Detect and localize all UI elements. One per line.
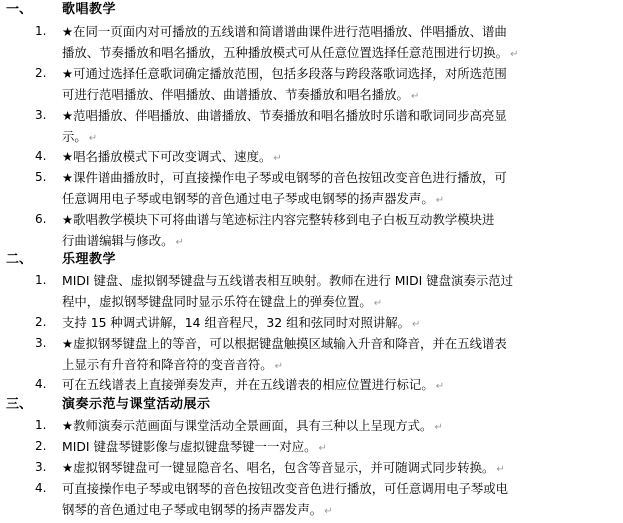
item-line bbox=[62, 291, 572, 312]
item-line bbox=[62, 312, 572, 333]
section-number: 一、 bbox=[6, 2, 33, 17]
item-number: 2. bbox=[35, 66, 47, 80]
item-text bbox=[62, 415, 572, 436]
item-number: 3. bbox=[35, 460, 47, 474]
paragraph-return-mark: ↵ bbox=[434, 422, 443, 433]
item-line bbox=[62, 126, 572, 147]
item-line bbox=[62, 354, 572, 375]
item-line-text: 行曲谱编辑与修改。 bbox=[62, 233, 174, 248]
section-number: 二、 bbox=[6, 252, 33, 267]
item-text bbox=[62, 63, 572, 105]
section-title: 乐理教学 bbox=[62, 252, 117, 267]
item-line: 可直接操作电子琴或电钢琴的音色按钮改变音色进行播放，可任意调用电子琴或电 bbox=[62, 481, 509, 496]
section-heading-performance bbox=[0, 395, 623, 414]
item-line-text: ★唱名播放模式下可改变调式、速度。 bbox=[62, 149, 272, 164]
paragraph-return-mark: ↵ bbox=[435, 195, 445, 206]
paragraph-return-mark: ↵ bbox=[324, 506, 333, 517]
item-line: MIDI 键盘、虚拟钢琴键盘与五线谱表相互映射。教师在进行 MIDI 键盘演奏示范过 bbox=[62, 273, 514, 288]
item-line bbox=[62, 415, 572, 436]
item-text bbox=[62, 478, 572, 520]
item-line bbox=[62, 499, 572, 520]
paragraph-return-mark: ↵ bbox=[318, 443, 327, 454]
section-number: 三、 bbox=[6, 397, 33, 412]
paragraph-return-mark: ↵ bbox=[175, 237, 184, 248]
item-line bbox=[62, 146, 572, 167]
item-number: 4. bbox=[35, 149, 47, 163]
item-line: ★课件谱曲播放时，可直接操作电子琴或电钢琴的音色按钮改变音色进行播放，可 bbox=[62, 170, 507, 185]
item-line: ★歌唱教学模块下可将曲谱与笔迹标注内容完整转移到电子白板互动教学模块进 bbox=[62, 212, 495, 227]
item-text bbox=[62, 270, 572, 312]
item-line: ★可通过选择任意歌词确定播放范围，包括多段落与跨段落歌词选择，对所选范围 bbox=[62, 66, 507, 81]
paragraph-return-mark: ↵ bbox=[88, 133, 98, 144]
item-line bbox=[62, 374, 572, 395]
item-line-text: 可在五线谱表上直接弹奏发声，并在五线谱表的相应位置进行标记。 bbox=[62, 377, 434, 392]
item-number: 4. bbox=[35, 377, 47, 391]
item-line bbox=[62, 84, 572, 105]
item-text bbox=[62, 457, 572, 478]
item-line-text: 示。 bbox=[62, 129, 87, 144]
item-text bbox=[62, 374, 572, 395]
item-line-text: 任意调用电子琴或电钢琴的音色通过电子琴或电钢琴的扬声器发声。 bbox=[62, 191, 434, 206]
item-text bbox=[62, 312, 572, 333]
item-text bbox=[62, 167, 572, 209]
section-heading-singing bbox=[0, 0, 623, 19]
item-text bbox=[62, 21, 572, 63]
section-heading-theory bbox=[0, 250, 623, 269]
paragraph-return-mark: ↵ bbox=[510, 49, 519, 60]
item-line-text: ★虚拟钢琴键盘可一键显隐音名、唱名，包含等音显示，并可随调式同步转换。 bbox=[62, 460, 495, 475]
paragraph-return-mark: ↵ bbox=[435, 381, 445, 392]
item-text bbox=[62, 436, 572, 457]
item-line-text: 支持 15 种调式讲解，14 组音程尺，32 组和弦同时对照讲解。 bbox=[62, 315, 411, 330]
item-text bbox=[62, 333, 572, 375]
item-line-text: 上显示有升音符和降音符的变音音符。 bbox=[62, 357, 273, 372]
item-text bbox=[62, 105, 572, 147]
item-line bbox=[62, 436, 572, 457]
item-line-text: 钢琴的音色通过电子琴或电钢琴的扬声器发声。 bbox=[62, 502, 323, 517]
item-line-text: 播放、节奏播放和唱名播放，五种播放模式可从任意位置选择任意范围进行切换。 bbox=[62, 45, 509, 60]
item-number: 1. bbox=[35, 418, 47, 432]
item-number: 2. bbox=[35, 439, 47, 453]
item-line-text: 程中，虚拟钢琴键盘同时显示乐符在键盘上的弹奏位置。 bbox=[62, 294, 372, 309]
item-line: ★范唱播放、伴唱播放、曲谱播放、节奏播放和唱名播放时乐谱和歌词同步高亮显 bbox=[62, 108, 507, 123]
item-number: 3. bbox=[35, 108, 47, 122]
item-number: 1. bbox=[35, 273, 47, 287]
item-number: 6. bbox=[35, 212, 47, 226]
paragraph-return-mark: ↵ bbox=[373, 298, 383, 309]
paragraph-return-mark: ↵ bbox=[273, 153, 282, 164]
item-number: 2. bbox=[35, 315, 47, 329]
item-line: ★在同一页面内对可播放的五线谱和简谱谱曲课件进行范唱播放、伴唱播放、谱曲 bbox=[62, 24, 507, 39]
paragraph-return-mark: ↵ bbox=[496, 464, 505, 475]
item-text bbox=[62, 146, 572, 167]
item-line bbox=[62, 457, 572, 478]
item-number: 1. bbox=[35, 24, 47, 38]
item-line bbox=[62, 230, 572, 251]
item-number: 4. bbox=[35, 481, 47, 495]
item-line bbox=[62, 42, 572, 63]
paragraph-return-mark: ↵ bbox=[410, 91, 420, 102]
item-line-text: MIDI 键盘琴键影像与虚拟键盘琴键一一对应。 bbox=[62, 439, 317, 454]
item-line: ★虚拟钢琴键盘上的等音，可以根据键盘触摸区域输入升音和降音，并在五线谱表 bbox=[62, 336, 507, 351]
item-line-text: ★教师演奏示范画面与课堂活动全景画面，具有三种以上呈现方式。 bbox=[62, 418, 433, 433]
paragraph-return-mark: ↵ bbox=[274, 361, 284, 372]
paragraph-return-mark: ↵ bbox=[412, 319, 421, 330]
item-number: 3. bbox=[35, 336, 47, 350]
item-text bbox=[62, 209, 572, 251]
item-line bbox=[62, 188, 572, 209]
item-number: 5. bbox=[35, 170, 47, 184]
section-title: 歌唱教学 bbox=[62, 2, 117, 17]
section-title: 演奏示范与课堂活动展示 bbox=[62, 397, 211, 412]
item-line-text: 可进行范唱播放、伴唱播放、曲谱播放、节奏播放和唱名播放。 bbox=[62, 87, 409, 102]
